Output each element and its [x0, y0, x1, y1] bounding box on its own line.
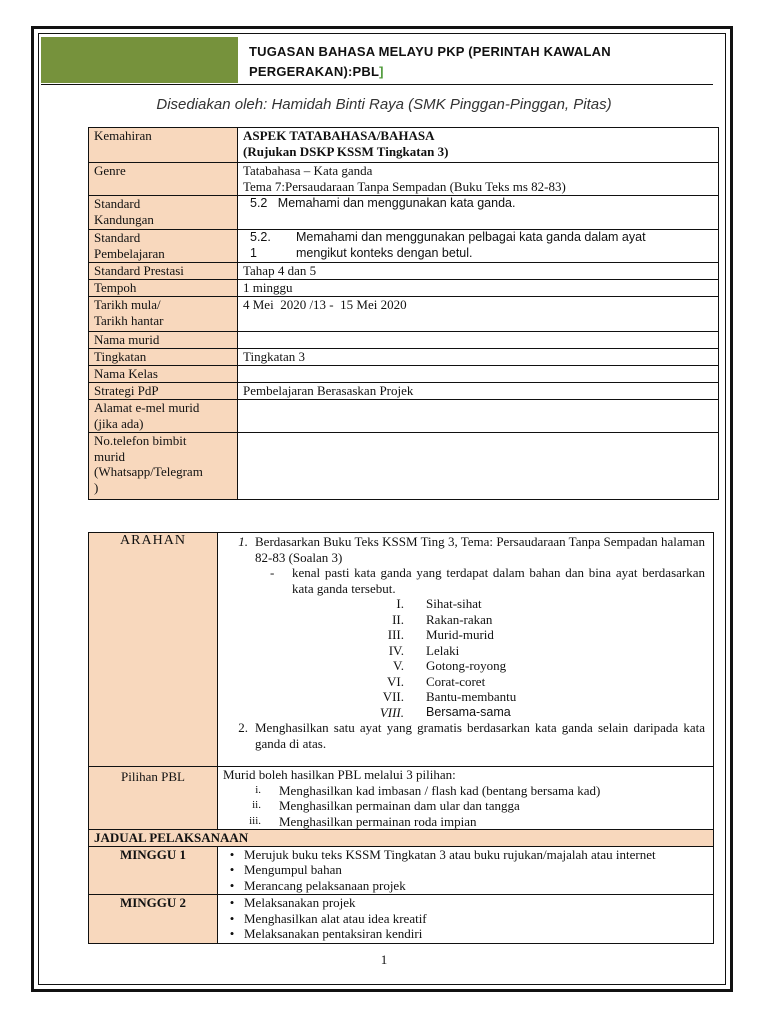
header-color-block — [41, 37, 238, 83]
genre-line-1: Tatabahasa – Kata ganda — [243, 163, 373, 178]
word-number: VIII. — [379, 704, 404, 720]
word-list — [228, 596, 705, 720]
bullet-icon: • — [229, 846, 235, 862]
word-number: IV. — [388, 642, 404, 658]
instruction-2-number: 2. — [238, 720, 248, 735]
prepared-by: Disediakan oleh: Hamidah Binti Raya (SMK Pinggan-Pinggan, Pitas) — [156, 96, 612, 113]
task-text: Menghasilkan alat atau idea kreatif — [244, 910, 427, 926]
kemahiran-line-1: ASPEK TATABAHASA/BAHASA — [243, 128, 435, 143]
bullet-icon: • — [229, 877, 235, 893]
task-item — [220, 895, 711, 911]
sp-text-1: Memahami dan menggunakan pelbagai kata ganda dalam ayat — [296, 230, 646, 244]
word-number: VII. — [382, 689, 404, 704]
word-text: Gotong-royong — [426, 658, 507, 673]
value-tempoh: 1 minggu — [238, 280, 719, 297]
bullet-icon: • — [229, 926, 235, 941]
minggu-1-items — [218, 846, 714, 895]
pbl-content — [218, 767, 714, 830]
value-genre — [238, 163, 719, 196]
word-item — [228, 596, 705, 612]
task-text: Mengumpul bahan — [244, 862, 342, 877]
instruction-2 — [228, 720, 705, 751]
word-text: Bantu-membantu — [426, 689, 517, 704]
pbl-intro: Murid boleh hasilkan PBL melalui 3 pilihan: — [223, 767, 456, 782]
arahan-table — [88, 532, 714, 944]
label-standard-prestasi: Standard Prestasi — [89, 263, 238, 280]
phone-label-line-1: No.telefon bimbit — [94, 433, 187, 448]
sp-number-1: 5.2. — [250, 230, 271, 244]
tarikh-label-line-2: Tarikh hantar — [94, 312, 164, 328]
tarikh-label-line-1: Tarikh mula/ — [94, 297, 161, 312]
task-item — [220, 911, 711, 927]
header-rule — [41, 84, 713, 85]
word-number: V. — [393, 658, 404, 673]
label-email — [89, 400, 238, 433]
label-kemahiran: Kemahiran — [89, 128, 238, 163]
label-standard-kandungan — [89, 196, 238, 230]
word-text: Bersama-sama — [426, 704, 511, 719]
arahan-content — [218, 533, 714, 767]
label-tarikh — [89, 297, 238, 332]
value-standard-kandungan: 5.2 Memahami dan menggunakan kata ganda. — [238, 196, 719, 230]
sp-text-2: mengikut konteks dengan betul. — [296, 245, 473, 260]
value-tingkatan: Tingkatan 3 — [238, 349, 719, 366]
pbl-option — [223, 814, 708, 830]
task-text: Merujuk buku teks KSSM Tingkatan 3 atau buku rujukan/majalah atau internet — [244, 846, 656, 862]
bullet-icon: • — [229, 862, 235, 877]
task-item — [220, 926, 711, 942]
label-pilihan-pbl: Pilihan PBL — [89, 767, 218, 830]
word-text: Murid-murid — [426, 627, 494, 642]
label-minggu-2: MINGGU 2 — [89, 895, 218, 944]
sp-label-line-2: Pembelajaran — [94, 245, 165, 261]
label-nama-kelas: Nama Kelas — [89, 366, 238, 383]
pbl-option-number: i. — [255, 783, 261, 796]
value-standard-prestasi: Tahap 4 dan 5 — [238, 263, 719, 280]
pbl-option-text: Menghasilkan kad imbasan / flash kad (bentang bersama kad) — [279, 782, 601, 798]
instruction-1-sub-text: kenal pasti kata ganda yang terdapat dalam bahan dan bina ayat berdasarkan kata ganda tersebut. — [292, 565, 705, 596]
document-title — [249, 42, 669, 82]
value-strategi: Pembelajaran Berasaskan Projek — [238, 383, 719, 400]
word-item — [228, 674, 705, 690]
label-minggu-1: MINGGU 1 — [89, 846, 218, 895]
word-text: Sihat-sihat — [426, 596, 482, 611]
word-number: II. — [392, 611, 404, 627]
jadual-title: JADUAL PELAKSANAAN — [89, 830, 714, 847]
word-number: VI. — [387, 673, 404, 689]
value-email[interactable] — [238, 400, 719, 433]
title-line-2: PERGERAKAN):PBL — [249, 64, 380, 79]
value-nama-murid[interactable] — [238, 332, 719, 349]
task-text: Merancang pelaksanaan projek — [244, 877, 406, 893]
word-item — [228, 689, 705, 705]
instruction-2-text: Menghasilkan satu ayat yang gramatis berdasarkan kata ganda selain daripada kata ganda di atas. — [255, 720, 705, 751]
word-item — [228, 612, 705, 628]
label-strategi: Strategi PdP — [89, 383, 238, 400]
instruction-1-number: 1. — [238, 534, 248, 549]
label-nama-murid: Nama murid — [89, 332, 238, 349]
word-item — [228, 627, 705, 643]
word-text: Rakan-rakan — [426, 611, 493, 627]
word-number: I. — [396, 596, 404, 611]
task-item — [220, 862, 711, 878]
pbl-option-text: Menghasilkan permainan roda impian — [279, 813, 477, 829]
task-item — [220, 847, 711, 863]
label-arahan: ARAHAN — [89, 533, 218, 767]
word-text: Corat-coret — [426, 673, 486, 689]
label-phone — [89, 433, 238, 500]
word-text: Lelaki — [426, 642, 460, 658]
bullet-icon: • — [229, 910, 235, 926]
pbl-option — [223, 798, 708, 814]
sub-dash: - — [270, 565, 275, 580]
value-standard-pembelajaran — [238, 230, 719, 263]
title-bracket: ] — [379, 64, 384, 79]
value-nama-kelas[interactable] — [238, 366, 719, 383]
pbl-option-number: iii. — [249, 814, 261, 827]
info-table — [88, 127, 719, 500]
task-item — [220, 878, 711, 894]
value-kemahiran — [238, 128, 719, 163]
value-phone[interactable] — [238, 433, 719, 500]
email-label-line-2: (jika ada) — [94, 415, 144, 431]
pbl-option-number: ii. — [252, 799, 261, 811]
label-standard-pembelajaran — [89, 230, 238, 263]
kemahiran-line-2: (Rujukan DSKP KSSM Tingkatan 3) — [243, 143, 449, 159]
label-genre: Genre — [89, 163, 238, 196]
page-number: 1 — [380, 952, 388, 967]
email-label-line-1: Alamat e-mel murid — [94, 400, 200, 415]
bullet-icon: • — [229, 895, 235, 910]
word-item — [228, 658, 705, 674]
sp-label-line-1: Standard — [94, 230, 141, 245]
sk-label-line-1: Standard — [94, 196, 141, 211]
value-tarikh: 4 Mei 2020 /13 - 15 Mei 2020 — [238, 297, 719, 332]
title-line-1: TUGASAN BAHASA MELAYU PKP (PERINTAH KAWALAN — [249, 44, 611, 59]
word-number: III. — [387, 627, 404, 642]
phone-label-line-4: ) — [94, 479, 99, 495]
task-text: Melaksanakan pentaksiran kendiri — [244, 926, 423, 941]
word-item — [228, 705, 705, 721]
genre-line-2: Tema 7:Persaudaraan Tanpa Sempadan (Buku Teks ms 82-83) — [243, 178, 566, 194]
sp-number-2: 1 — [250, 245, 257, 260]
sk-label-line-2: Kandungan — [94, 211, 154, 227]
pbl-option-text: Menghasilkan permainan dam ular dan tangga — [279, 798, 520, 813]
instruction-1-text: Berdasarkan Buku Teks KSSM Ting 3, Tema: Persaudaraan Tanpa Sempadan halaman 82-83 (Soalan 3) — [255, 534, 705, 565]
instruction-1-sub — [228, 565, 705, 596]
phone-label-line-2: murid — [94, 448, 126, 464]
task-text: Melaksanakan projek — [244, 895, 356, 910]
label-tempoh: Tempoh — [89, 280, 238, 297]
phone-label-line-3: (Whatsapp/Telegram — [94, 464, 203, 479]
minggu-2-items — [218, 895, 714, 944]
instruction-1 — [228, 534, 705, 565]
pbl-option — [223, 783, 708, 799]
word-item — [228, 643, 705, 659]
label-tingkatan: Tingkatan — [89, 349, 238, 366]
